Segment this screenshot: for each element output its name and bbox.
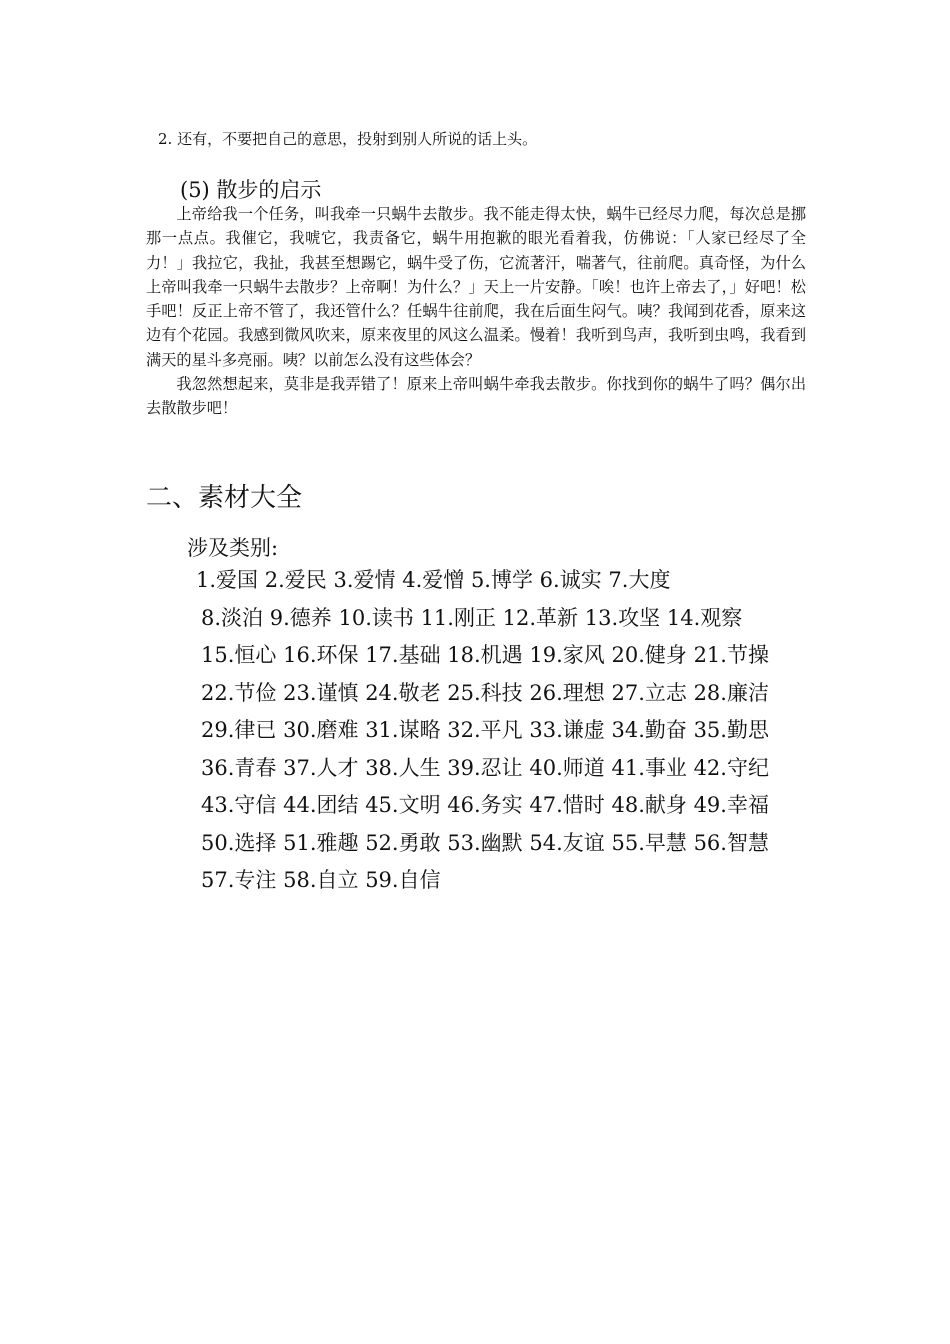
category-item: 39.忍让	[447, 755, 523, 780]
category-list	[146, 562, 806, 900]
category-row	[146, 712, 806, 750]
category-item: 11.刚正	[420, 605, 496, 630]
category-row	[146, 787, 806, 825]
category-item: 38.人生	[365, 755, 441, 780]
category-item: 44.团结	[283, 793, 359, 817]
category-item: 21.节操	[693, 643, 769, 667]
category-item: 10.读书	[338, 605, 414, 630]
category-item: 26.理想	[529, 680, 605, 705]
category-item: 50.选择	[201, 830, 277, 855]
category-item: 2.爱民	[264, 568, 327, 592]
category-item: 4.爱憎	[402, 568, 465, 592]
category-item: 30.磨难	[283, 718, 359, 742]
category-item: 29.律已	[201, 718, 277, 742]
category-item: 58.自立	[283, 868, 359, 892]
category-item: 25.科技	[447, 680, 523, 705]
category-item: 34.勤奋	[611, 718, 687, 742]
category-item: 23.谨慎	[283, 680, 359, 705]
category-item: 14.观察	[666, 605, 743, 630]
category-item: 18.机遇	[447, 643, 523, 667]
story-paragraph: 我忽然想起来，莫非是我弄错了！原来上帝叫蜗牛牵我去散步。你找到你的蜗牛了吗？偶尔出去散散步吧！	[146, 375, 806, 418]
category-item: 33.谦虚	[529, 718, 605, 742]
category-item: 8.淡泊	[201, 605, 264, 630]
category-item: 19.家风	[529, 643, 605, 667]
category-item: 12.革新	[502, 605, 579, 630]
category-row	[146, 862, 806, 900]
category-item: 3.爱情	[333, 568, 396, 592]
category-item: 9.德养	[269, 605, 332, 630]
category-item: 53.幽默	[447, 830, 523, 855]
category-item: 49.幸福	[693, 793, 769, 817]
category-item: 17.基础	[365, 643, 441, 667]
category-row	[146, 750, 806, 788]
category-item: 1.爱国	[196, 568, 259, 592]
category-item: 45.文明	[365, 793, 441, 817]
category-item: 40.师道	[529, 755, 605, 780]
category-item: 13.攻坚	[584, 605, 661, 630]
numbered-note: 2. 还有，不要把自己的意思，投射到别人所说的话上头。	[158, 130, 538, 148]
category-item: 5.博学	[470, 568, 533, 592]
category-item: 37.人才	[283, 755, 359, 780]
category-row	[146, 825, 806, 863]
category-item: 41.事业	[611, 755, 687, 780]
category-row	[146, 562, 806, 600]
category-item: 54.友谊	[529, 830, 605, 855]
category-item: 28.廉洁	[693, 680, 769, 705]
story-title: (5) 散步的启示	[180, 178, 322, 202]
category-item: 24.敬老	[365, 680, 441, 705]
category-item: 7.大度	[608, 568, 671, 592]
category-item: 22.节俭	[201, 680, 277, 705]
category-item: 32.平凡	[447, 718, 523, 742]
category-item: 42.守纪	[693, 755, 769, 780]
category-item: 36.青春	[201, 755, 277, 780]
category-row	[146, 600, 806, 638]
category-item: 20.健身	[611, 643, 687, 667]
category-item: 31.谋略	[365, 718, 441, 742]
category-item: 57.专注	[201, 868, 277, 892]
category-item: 6.诚实	[539, 568, 602, 592]
category-item: 15.恒心	[201, 643, 277, 667]
story-paragraph: 上帝给我一个任务，叫我牵一只蜗牛去散步。我不能走得太快，蜗牛已经尽力爬，每次总是挪那一点点。我催它，我唬它，我责备它，蜗牛用抱歉的眼光看着我，仿佛说：「人家已经尽了全力！」我拉它，我扯，我甚至想踢它，蜗牛受了伤，它流著汗，喘著气，往前爬。真奇怪，为什么上帝叫我牵一只蜗牛去散步？上帝啊！为什么？」天上一片安静。「唉！也许上帝去了，」好吧！松手吧！反正上帝不管了，我还管什么？任蜗牛往前爬，我在后面生闷气。咦？我闻到花香，原来这边有个花园。我感到微风吹来，原来夜里的风这么温柔。慢着！我听到鸟声，我听到虫鸣，我看到满天的星斗多亮丽。咦？以前怎么没有这些体会？	[146, 205, 806, 369]
category-item: 46.务实	[447, 793, 523, 817]
story-body	[146, 202, 806, 421]
category-item: 51.雅趣	[283, 830, 359, 855]
category-item: 47.惜时	[529, 793, 605, 817]
category-item: 35.勤思	[693, 718, 769, 742]
categories-label: 涉及类别:	[187, 536, 279, 560]
category-row	[146, 675, 806, 713]
category-item: 59.自信	[365, 868, 441, 892]
category-row	[146, 637, 806, 675]
section-title: 二、素材大全	[146, 483, 303, 513]
category-item: 48.献身	[611, 793, 687, 817]
category-item: 56.智慧	[693, 830, 769, 855]
category-item: 16.环保	[283, 643, 359, 667]
category-item: 55.早慧	[611, 830, 687, 855]
category-item: 43.守信	[201, 793, 277, 817]
category-item: 27.立志	[611, 680, 687, 705]
category-item: 52.勇敢	[365, 830, 441, 855]
